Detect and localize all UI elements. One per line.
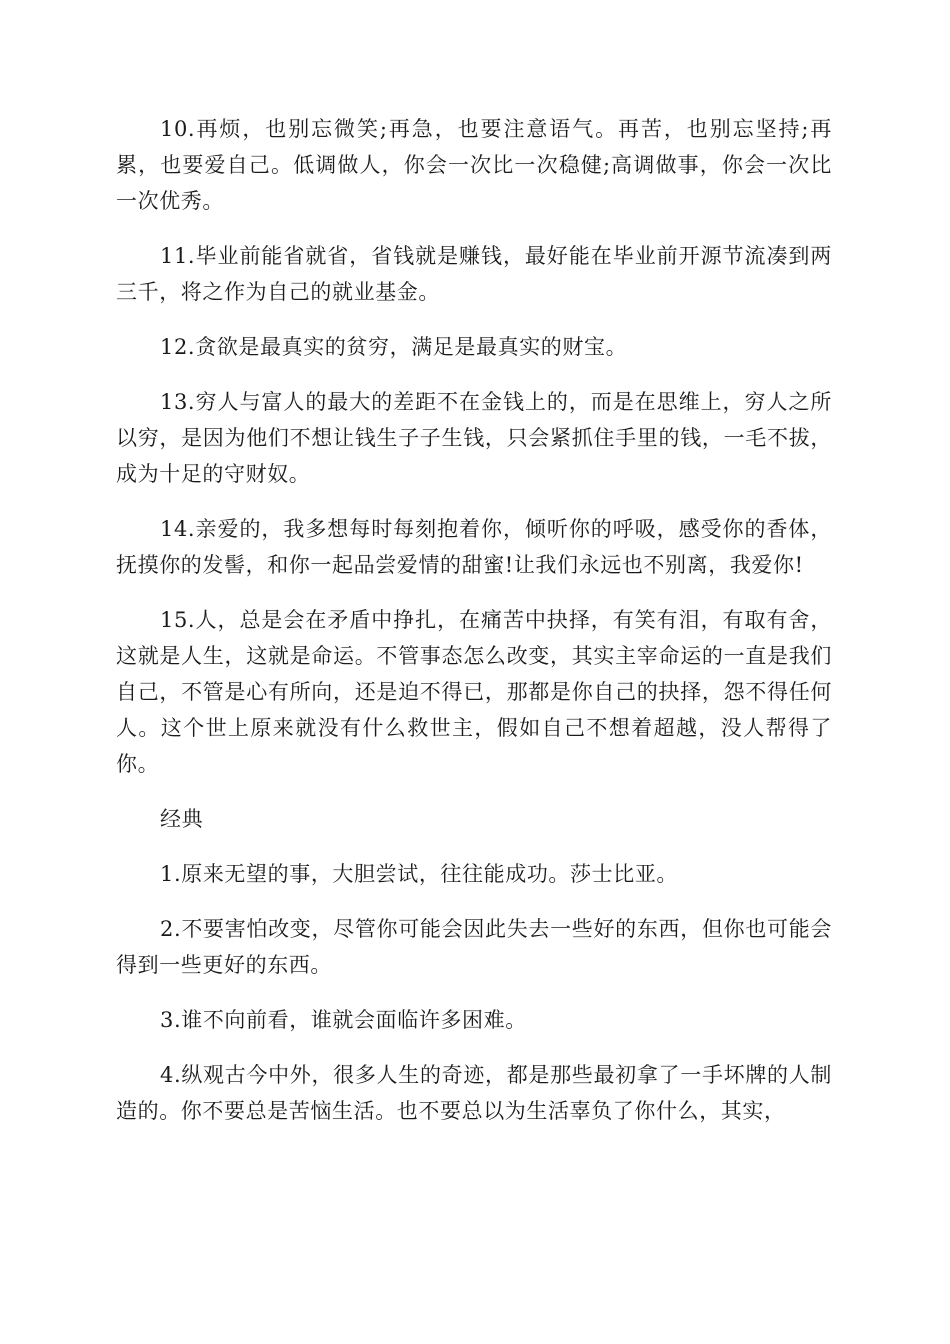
paragraph-10: 10.再烦，也别忘微笑;再急，也要注意语气。再苦，也别忘坚持;再累，也要爱自己。低调做人，你会一次比一次稳健;高调做事，你会一次比一次优秀。 — [116, 117, 832, 213]
section-heading: 经典 — [160, 807, 204, 831]
document-body — [116, 111, 832, 1148]
classic-paragraph-1: 1.原来无望的事，大胆尝试，往往能成功。莎士比亚。 — [160, 862, 679, 886]
paragraph-11: 11.毕业前能省就省，省钱就是赚钱，最好能在毕业前开源节流凑到两三千，将之作为自己的就业基金。 — [116, 244, 832, 304]
paragraph-13: 13.穷人与富人的最大的差距不在金钱上的，而是在思维上，穷人之所以穷，是因为他们不想让钱生子子生钱，只会紧抓住手里的钱，一毛不拔，成为十足的守财奴。 — [116, 390, 832, 486]
classic-paragraph-3: 3.谁不向前看，谁就会面临许多困难。 — [160, 1008, 527, 1032]
paragraph-12: 12.贪欲是最真实的贫穷，满足是最真实的财宝。 — [160, 335, 628, 359]
paragraph-14: 14.亲爱的，我多想每时每刻抱着你，倾听你的呼吸，感受你的香体，抚摸你的发髻，和你一起品尝爱情的甜蜜!让我们永远也不别离，我爱你! — [116, 517, 832, 577]
classic-paragraph-2: 2.不要害怕改变，尽管你可能会因此失去一些好的东西，但你也可能会得到一些更好的东西。 — [116, 917, 832, 977]
classic-paragraph-4: 4.纵观古今中外，很多人生的奇迹，都是那些最初拿了一手坏牌的人制造的。你不要总是苦恼生活。也不要总以为生活辜负了你什么，其实， — [116, 1063, 832, 1123]
paragraph-15: 15.人，总是会在矛盾中挣扎，在痛苦中抉择，有笑有泪，有取有舍，这就是人生，这就是命运。不管事态怎么改变，其实主宰命运的一直是我们自己，不管是心有所向，还是迫不得已，那都是你自己的抉择，怨不得任何人。这个世上原来就没有什么救世主，假如自己不想着超越，没人帮得了你。 — [116, 608, 832, 776]
